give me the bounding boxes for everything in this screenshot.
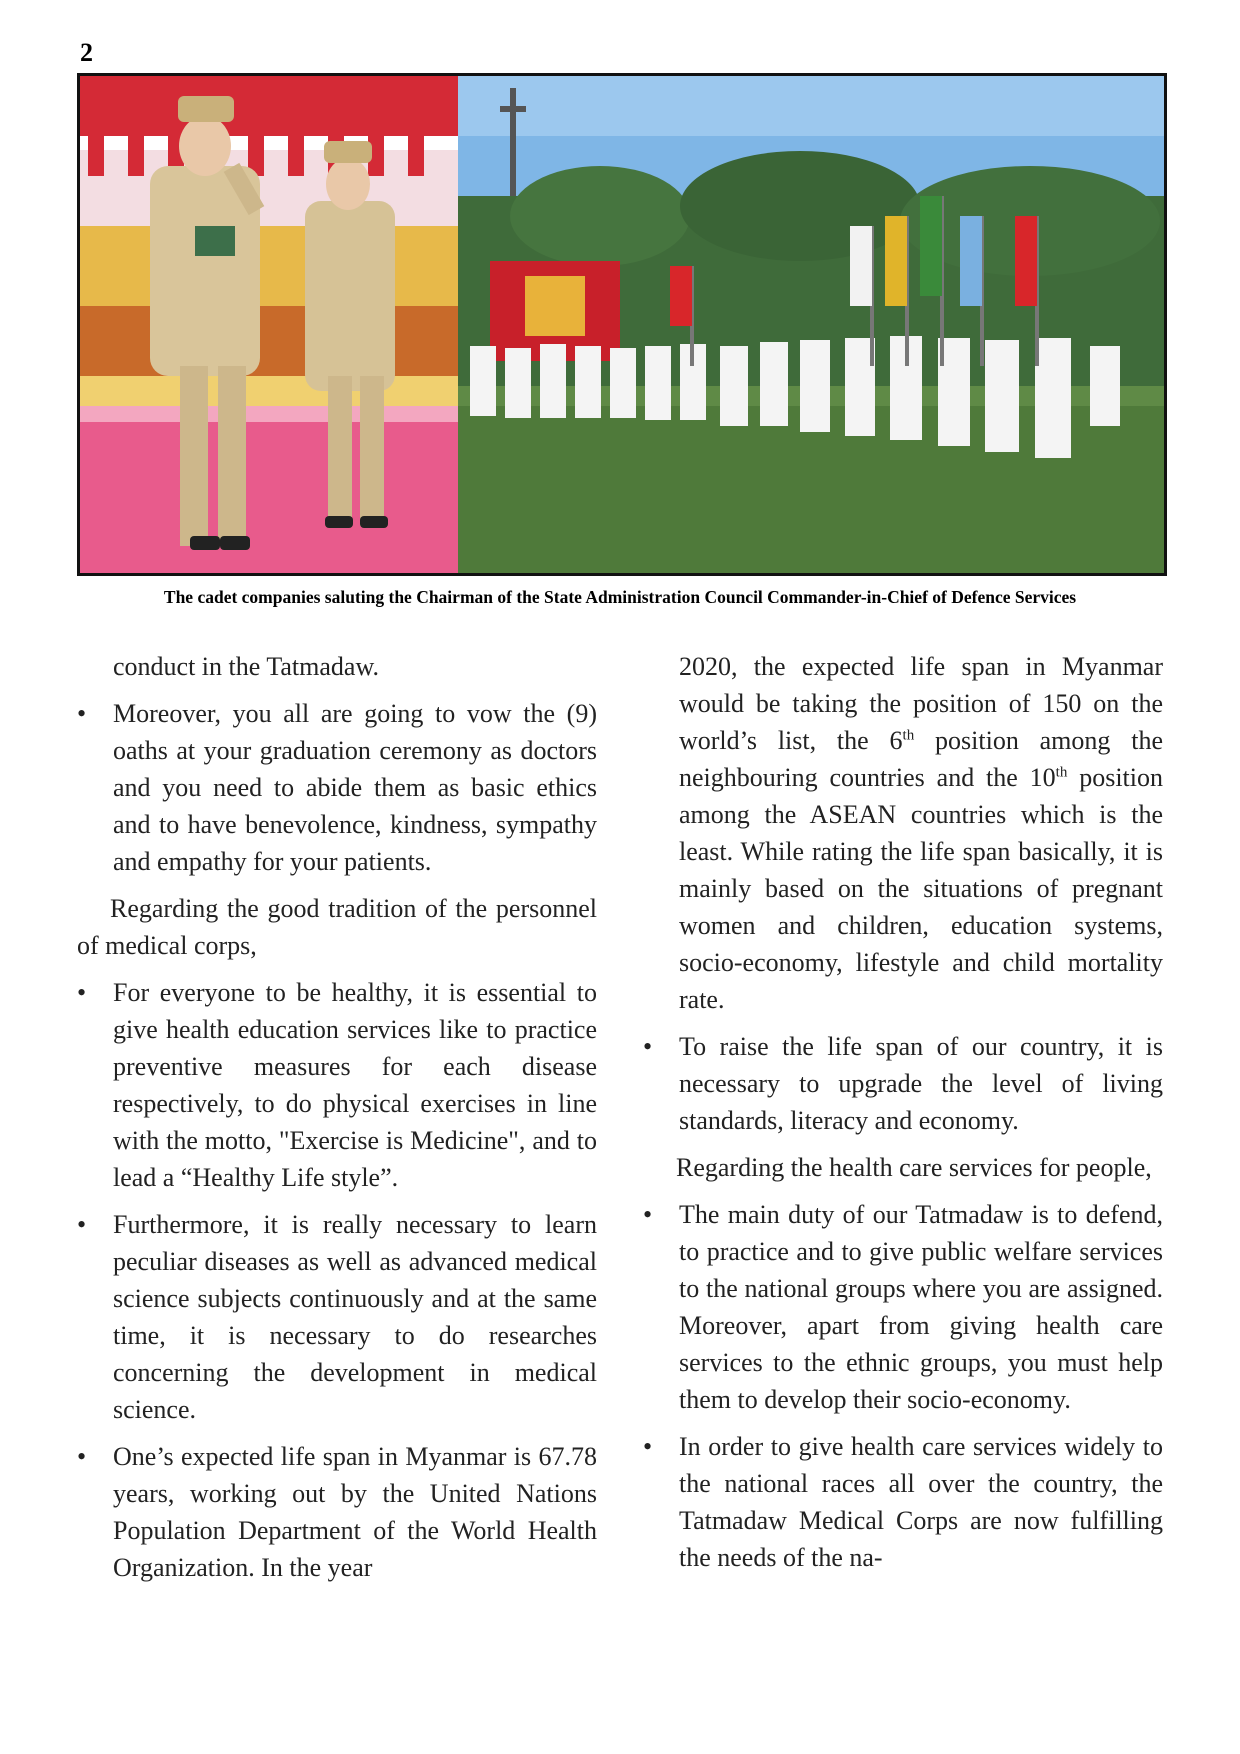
ordinal-suffix-b: th xyxy=(1055,764,1068,781)
right-column xyxy=(643,648,1163,1576)
photo-caption: The cadet companies saluting the Chairman of the State Administration Council Commander-in-Chief of Defence Services xyxy=(163,587,1077,607)
bullet-oaths: • Moreover, you all are going to vow the (9) oaths at your graduation ceremony as doctors and you need to abide them as basic ethics and to have benevolence, kindness, sympathy and empathy for your patients. xyxy=(77,695,597,880)
bullet-main-duty: • The main duty of our Tatmadaw is to defend, to practice and to give public welfare services to the national groups where you are assigned. Moreover, apart from giving health care services to the ethnic groups, you must help them to develop their socio-economy. xyxy=(643,1196,1163,1418)
left-column xyxy=(77,648,597,1586)
page-number: 2 xyxy=(80,38,93,67)
photo-right-panel xyxy=(458,76,1164,573)
bullet-health-education: • For everyone to be healthy, it is essential to give health education services like to practice preventive measures for each disease respectively, to do physical exercises in line with the motto, "Exercise is Medicine", and to lead a “Healthy Life style”. xyxy=(77,974,597,1196)
ordinal-suffix-a: th xyxy=(902,727,915,744)
life-span-text-a: 2020, the expected life span in Myanmar would be taking the position of 150 on the world’s list, the 6 xyxy=(679,652,1163,755)
bullet-raise-life-span: • To raise the life span of our country, it is necessary to upgrade the level of living standards, literacy and economy. xyxy=(643,1028,1163,1139)
continued-text: conduct in the Tatmadaw. xyxy=(113,652,380,681)
news-photo xyxy=(77,73,1167,576)
bullet-research: • Furthermore, it is really necessary to learn peculiar diseases as well as advanced medical science subjects continuously and at the same time, it is necessary to do researches concerning the development in medical science. xyxy=(77,1206,597,1428)
life-span-text-b: position among the neighbouring countries and the 10 xyxy=(679,726,1163,792)
paragraph-tradition: Regarding the good tradition of the personnel of medical corps, xyxy=(77,894,597,960)
continued-life-span xyxy=(643,648,1163,1018)
photo-left-panel xyxy=(80,76,458,573)
bullet-medical-corps: • In order to give health care services widely to the national races all over the country, the Tatmadaw Medical Corps are now fulfilling the needs of the na- xyxy=(643,1428,1163,1576)
paragraph-health-care: Regarding the health care services for people, xyxy=(676,1153,1152,1182)
bullet-life-span: • One’s expected life span in Myanmar is 67.78 years, working out by the United Nations Population Department of the World Health Organization. In the year xyxy=(77,1438,597,1586)
life-span-text-c: position among the ASEAN countries which is the least. While rating the life span basically, it is mainly based on the situations of pregnant women and children, education systems, socio-economy, lifestyle and child mortality rate. xyxy=(679,763,1163,1014)
